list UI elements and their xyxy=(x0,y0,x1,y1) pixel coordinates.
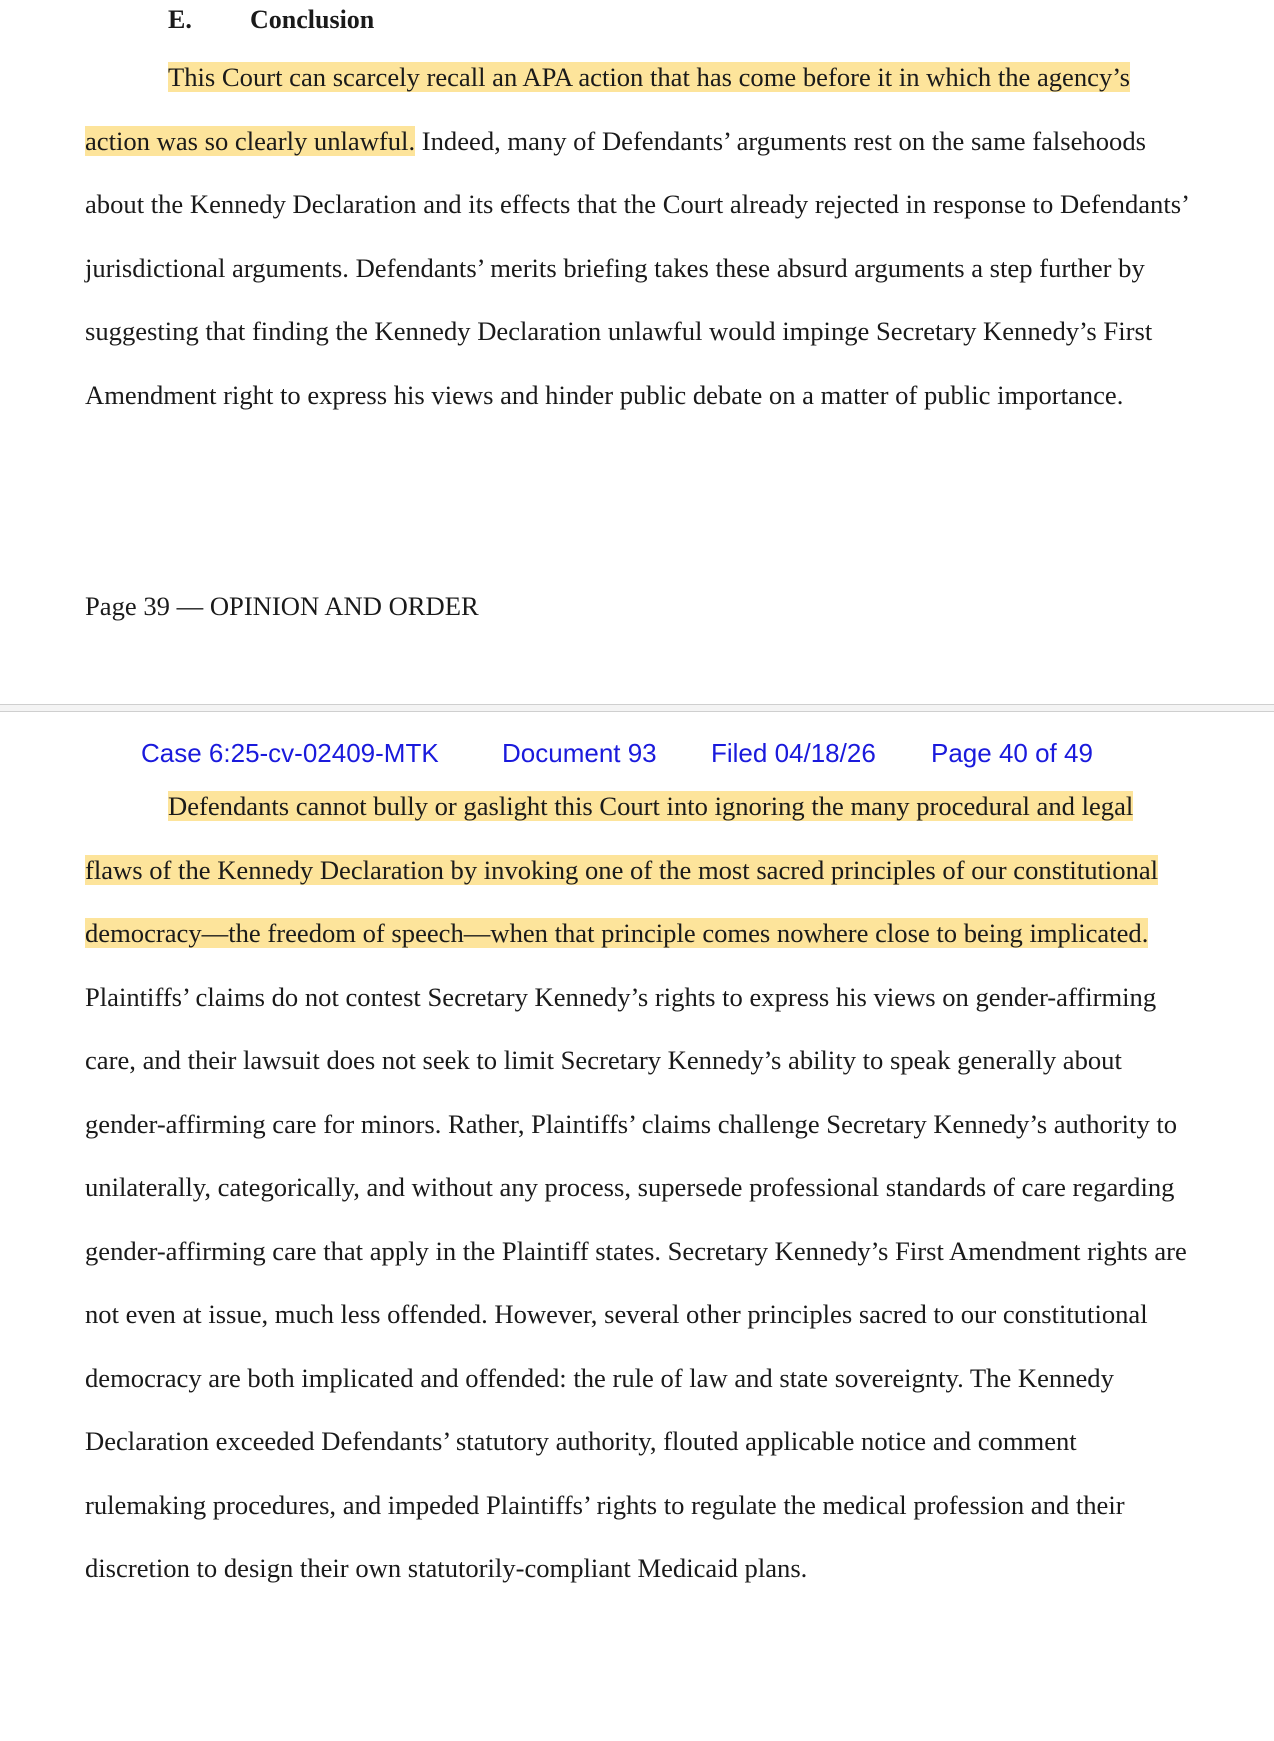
highlighted-text[interactable]: This Court can scarcely recall an APA action that has come before it in which the agency’s action was so clearly unlawful. xyxy=(85,62,1130,156)
highlighted-text[interactable]: Defendants cannot bully or gaslight this Court into ignoring the many procedural and legal flaws of the Kennedy Declaration by invoking one of the most sacred principles of our constitutional democracy—the freedom of speech—when that principle comes nowhere close to being implicated. xyxy=(85,791,1159,948)
page-39 xyxy=(0,0,1274,705)
filed-date: Filed 04/18/26 xyxy=(711,738,876,768)
document-number: Document 93 xyxy=(502,738,657,768)
case-number: Case 6:25-cv-02409-MTK xyxy=(141,738,439,768)
conclusion-paragraph xyxy=(85,46,1195,427)
section-number: E. xyxy=(168,5,192,34)
page-40 xyxy=(0,712,1274,1741)
page-footer: Page 39 — OPINION AND ORDER xyxy=(85,591,479,621)
paragraph-text: Plaintiffs’ claims do not contest Secretary Kennedy’s rights to express his views on gender-affirming care, and their lawsuit does not seek to limit Secretary Kennedy’s ability to speak generally about gender-affirming care for minors. Rather, Plaintiffs’ claims challenge Secretary Kennedy’s authority to unilaterally, categorically, and without any process, supersede professional standards of care regarding gender-affirming care that apply in the Plaintiff states. Secretary Kennedy’s First Amendment rights are not even at issue, much less offended. However, several other principles sacred to our constitutional democracy are both implicated and offended: the rule of law and state sovereignty. The Kennedy Declaration exceeded Defendants’ statutory authority, flouted applicable notice and comment rulemaking procedures, and impeded Plaintiffs’ rights to regulate the medical profession and their discretion to design their own statutorily-compliant Medicaid plans. xyxy=(85,981,1187,1583)
ecf-header-stamp xyxy=(141,738,1141,774)
page-separator xyxy=(0,704,1274,712)
section-title: Conclusion xyxy=(250,5,375,34)
body-paragraph xyxy=(85,775,1195,1601)
page-count: Page 40 of 49 xyxy=(931,738,1093,768)
paragraph-text: Indeed, many of Defendants’ arguments rest on the same falsehoods about the Kennedy Declaration and its effects that the Court already rejected in response to Defendants’ jurisdictional arguments. Defendants’ merits briefing takes these absurd arguments a step further by suggesting that finding the Kennedy Declaration unlawful would impinge Secretary Kennedy’s First Amendment right to express his views and hinder public debate on a matter of public importance. xyxy=(85,125,1188,410)
